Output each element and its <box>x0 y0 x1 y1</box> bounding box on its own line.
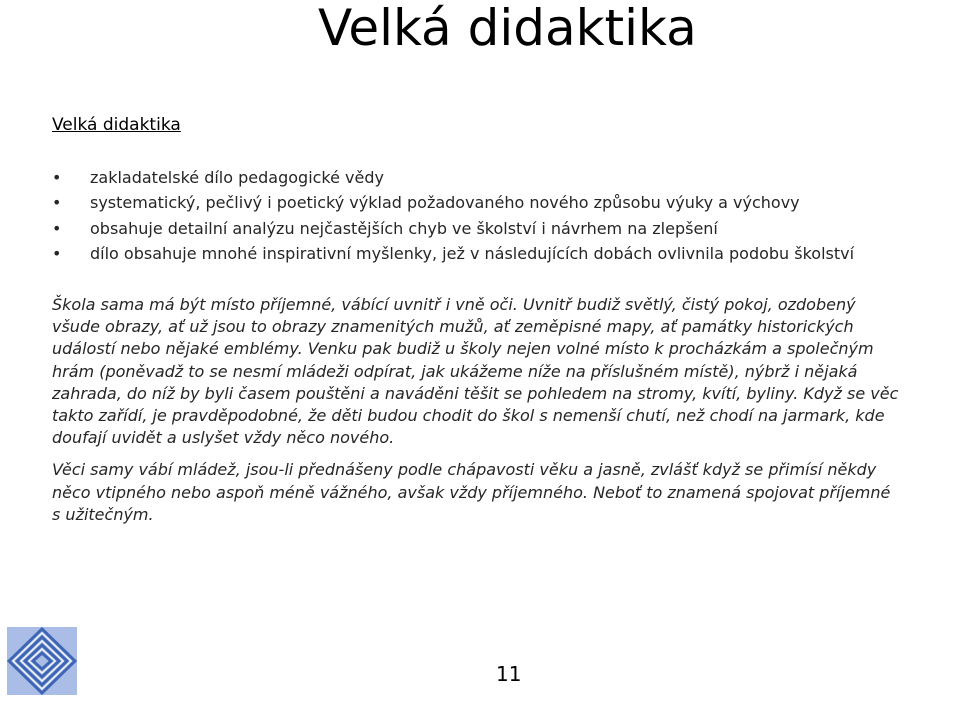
bullet-item <box>52 216 942 241</box>
bullet-text: obsahuje detailní analýzu nejčastějších chyb ve školství i návrhem na zlepšení <box>90 218 718 238</box>
bullet-icon: • <box>52 243 62 263</box>
page-number: 11 <box>496 662 522 686</box>
text-line: s užitečným. <box>52 504 154 524</box>
text-line: zahrada, do níž by byli časem pouštěni a naváděni těšit se pohledem na stromy, kvítí, byliny. Když se věc <box>52 383 899 403</box>
bullet-item <box>52 241 942 266</box>
text-line: takto zařídí, je pravděpodobné, že děti budou chodit do škol s nemenší chutí, než chodí na jarmark, kde <box>52 406 885 426</box>
text-line: Věci samy vábí mládež, jsou-li přednášeny podle chápavosti věku a jasně, zvlášť když se přimísí někdy <box>52 460 877 480</box>
bullet-item <box>52 190 942 215</box>
bullet-text: zakladatelské dílo pedagogické vědy <box>90 168 384 187</box>
text-line: událostí nebo nějaké emblémy. Venku pak budiž u školy nejen volné místo k procházkám a společným <box>52 339 874 359</box>
text-line: něco vtipného nebo aspoň méně vážného, avšak vždy příjemného. Neboť to znamená spojovat příjemné <box>52 482 891 502</box>
bullet-text: systematický, pečlivý i poetický výklad požadovaného nového způsobu výuky a výchovy <box>90 193 800 213</box>
diamond-lattice-logo-icon <box>7 627 77 695</box>
quote-paragraph-2 <box>52 459 960 526</box>
bullet-text: dílo obsahuje mnohé inspirativní myšlenky, jež v následujících dobách ovlivnila podobu školství <box>90 243 855 263</box>
bullet-item <box>52 165 942 190</box>
text-line: všude obrazy, ať už jsou to obrazy znamenitých mužů, ať zeměpisné mapy, ať památky historických <box>52 317 854 337</box>
slide-subtitle-link[interactable]: Velká didaktika <box>52 115 181 135</box>
text-line: hrám (poněvadž to se nesmí mládeži odpírat, jak ukážeme níže na příslušném místě), nýbrž i nějaká <box>52 361 858 381</box>
quote-body <box>52 294 960 526</box>
bullet-list <box>52 165 942 266</box>
text-line: doufají uvidět a uslyšet vždy něco nového. <box>52 428 395 448</box>
text-line: Škola sama má být místo příjemné, vábící uvnitř i vně oči. Uvnitř budiž světlý, čistý pokoj, ozdobený <box>52 295 856 314</box>
bullet-icon: • <box>52 168 62 187</box>
slide-title: Velká didaktika <box>318 0 697 57</box>
quote-paragraph-1 <box>52 294 960 449</box>
bullet-icon: • <box>52 193 62 213</box>
bullet-icon: • <box>52 218 62 238</box>
